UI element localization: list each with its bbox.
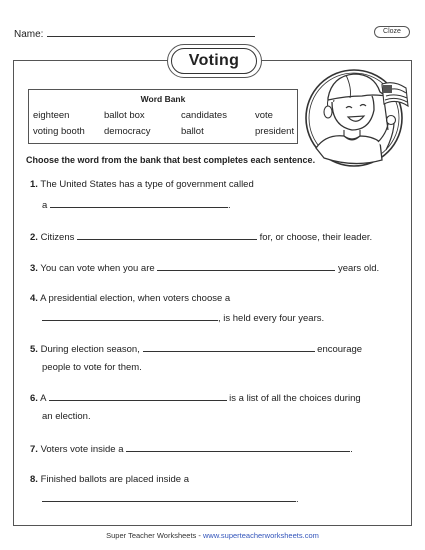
name-label: Name: (14, 29, 44, 40)
question-text: The United States has a type of government called (40, 179, 254, 190)
question-text: , is held every four years. (218, 313, 325, 324)
cloze-badge: Cloze (374, 26, 410, 38)
question-number: 6. (30, 393, 38, 404)
name-field[interactable] (47, 27, 255, 37)
question-number: 7. (30, 444, 38, 455)
question-number: 5. (30, 344, 38, 355)
question-text: During election season, (40, 344, 140, 355)
question-text: people to vote for them. (42, 362, 142, 373)
question-2 (30, 230, 372, 244)
name-row (14, 27, 255, 40)
question-number: 3. (30, 263, 38, 274)
word-bank-word: president (255, 126, 295, 137)
footer-site-name: Super Teacher Worksheets (106, 531, 197, 540)
word-bank-word: ballot (181, 126, 204, 137)
word-bank-word: vote (255, 110, 273, 121)
question-text: . (350, 444, 353, 455)
answer-blank[interactable] (126, 442, 350, 452)
question-1 (30, 178, 254, 191)
question-4-line-2 (42, 311, 324, 325)
question-number: 8. (30, 474, 38, 485)
question-text: A (40, 393, 46, 404)
question-1-line-2 (42, 198, 231, 212)
question-text: . (227, 200, 231, 211)
answer-blank[interactable] (157, 261, 335, 271)
boy-with-flag-illustration (302, 60, 414, 172)
footer (0, 531, 425, 540)
question-7 (30, 442, 353, 456)
question-number: 4. (30, 293, 38, 304)
question-3 (30, 261, 379, 275)
footer-url-link[interactable]: www.superteacherworksheets.com (202, 531, 319, 540)
question-5-line-2 (42, 361, 142, 374)
word-bank-word: candidates (181, 110, 227, 121)
question-6-line-2 (42, 410, 91, 423)
question-text: Finished ballots are placed inside a (40, 474, 189, 485)
question-text: a (42, 200, 48, 211)
question-text: A presidential election, when voters choose a (40, 293, 231, 304)
question-text: an election. (42, 411, 91, 422)
question-text: . (296, 494, 299, 505)
question-number: 1. (30, 179, 38, 190)
question-text: encourage (317, 344, 363, 355)
question-number: 2. (30, 232, 38, 243)
question-4 (30, 292, 230, 305)
question-text: for, or choose, their leader. (259, 232, 373, 243)
word-bank-word: ballot box (104, 110, 145, 121)
footer-separator: - (196, 531, 203, 540)
question-text: Citizens (40, 232, 75, 243)
question-5 (30, 342, 362, 356)
word-bank (28, 89, 298, 144)
question-text: You can vote when you are (40, 263, 155, 274)
answer-blank[interactable] (143, 342, 315, 352)
answer-blank[interactable] (50, 198, 228, 208)
instructions: Choose the word from the bank that best completes each sentence. (26, 155, 316, 165)
word-bank-word: eighteen (33, 110, 70, 121)
question-6 (30, 391, 361, 405)
answer-blank[interactable] (42, 311, 218, 321)
question-text: years old. (337, 263, 380, 274)
word-bank-word: democracy (104, 126, 151, 137)
answer-blank[interactable] (77, 230, 257, 240)
question-8-line-2 (42, 492, 299, 506)
question-text: is a list of all the choices during (229, 393, 361, 404)
question-text: Voters vote inside a (40, 444, 124, 455)
question-8 (30, 473, 189, 486)
answer-blank[interactable] (42, 492, 296, 502)
answer-blank[interactable] (49, 391, 227, 401)
word-bank-title: Word Bank (140, 94, 186, 104)
word-bank-word: voting booth (33, 126, 85, 137)
page-title: Voting (171, 48, 257, 74)
